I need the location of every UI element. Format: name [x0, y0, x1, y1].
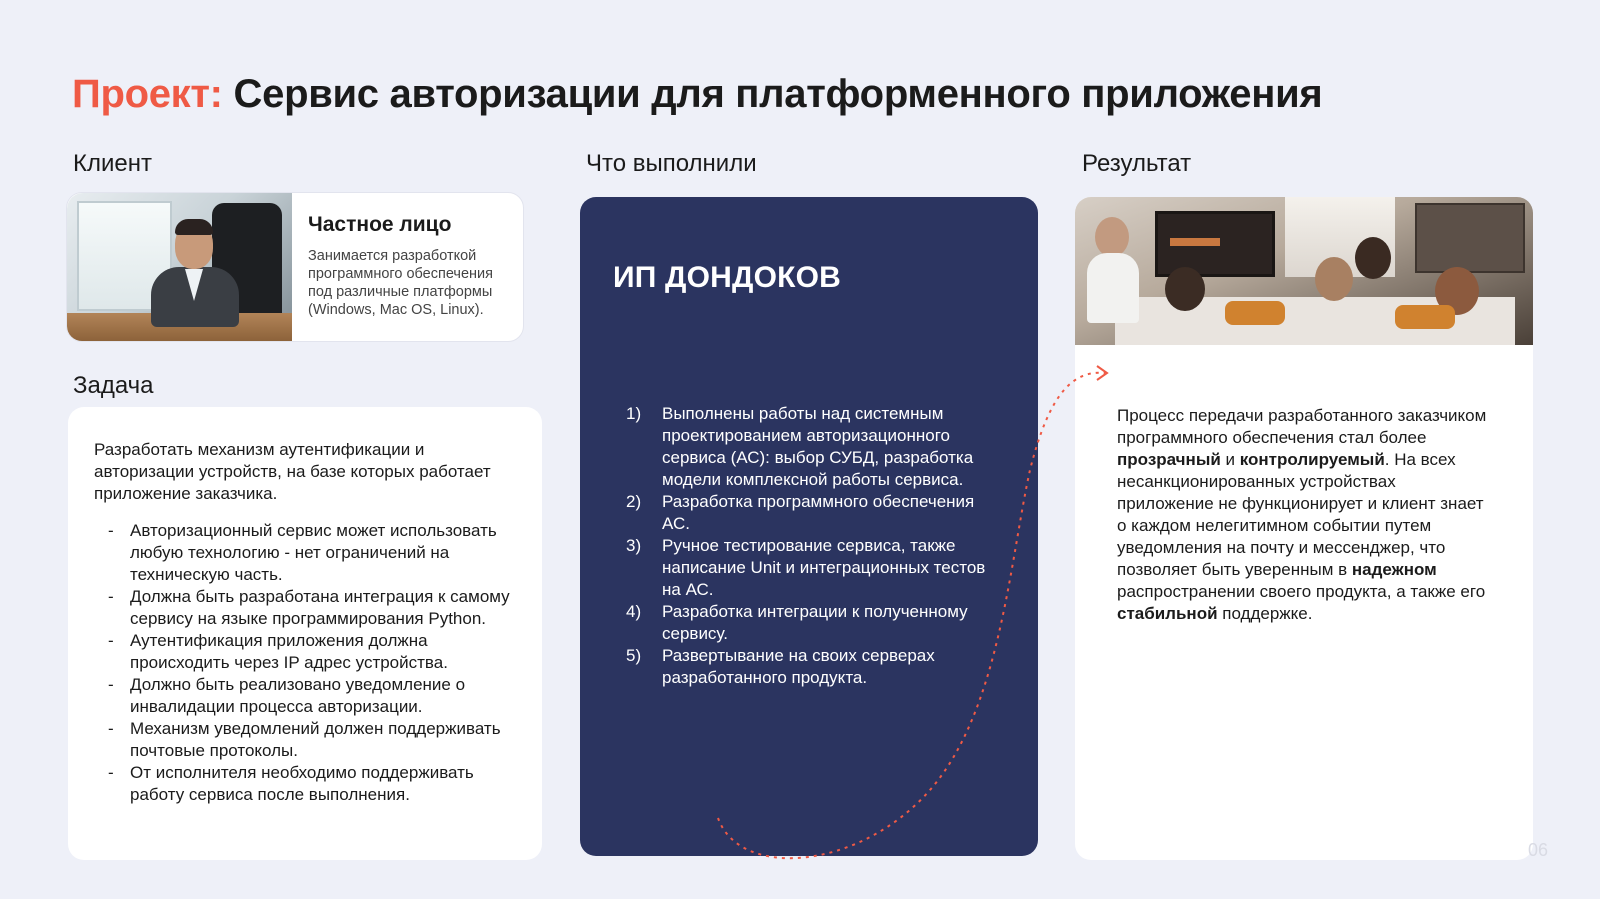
done-item-text: Разработка программного обеспечения АС.: [662, 492, 975, 533]
done-item-text: Ручное тестирование сервиса, также написание Unit и интеграционных тестов на АС.: [662, 536, 986, 599]
done-item: [626, 491, 986, 535]
result-text-emphasis: контролируемый: [1239, 450, 1385, 469]
task-item: - Должно быть реализовано уведомление о инвалидации процесса авторизации.: [94, 674, 518, 718]
done-item-text: Выполнены работы над системным проектированием авторизационного сервиса (АС): выбор СУБД, разработка модели комплексной работы сервиса.: [662, 404, 974, 489]
task-item: - Аутентификация приложения должна происходить через IP адрес устройства.: [94, 630, 518, 674]
task-item: - Механизм уведомлений должен поддерживать почтовые протоколы.: [94, 718, 518, 762]
client-card: [66, 192, 524, 342]
task-item: - От исполнителя необходимо поддерживать работу сервиса после выполнения.: [94, 762, 518, 806]
client-description: Занимается разработкой программного обеспечения под различные платформы (Windows, Mac OS, Linux).: [308, 248, 494, 318]
contractor-name: ИП ДОНДОКОВ: [613, 261, 842, 294]
done-item-number: 4): [626, 602, 642, 621]
done-item: [626, 601, 986, 645]
section-label-done: Что выполнили: [586, 150, 757, 177]
task-intro: Разработать механизм аутентификации и авторизации устройств, на базе которых работает приложение заказчика.: [94, 440, 491, 503]
task-item: - Должна быть разработана интеграция к самому сервису на языке программирования Python.: [94, 586, 518, 630]
result-text-emphasis: прозрачный: [1117, 450, 1221, 469]
done-item: [626, 535, 986, 601]
result-text-emphasis: стабильной: [1117, 604, 1218, 623]
done-item: [626, 403, 986, 491]
section-label-result: Результат: [1082, 150, 1192, 177]
result-text-emphasis: надежном: [1351, 560, 1437, 579]
done-item-text: Разработка интеграции к полученному сервису.: [662, 602, 968, 643]
section-label-task: Задача: [73, 372, 154, 399]
done-item-number: 1): [626, 404, 642, 423]
page-number: 06: [1528, 840, 1549, 860]
task-list: [94, 520, 518, 806]
done-item-text: Развертывание на своих серверах разработанного продукта.: [662, 646, 935, 687]
client-name: Частное лицо: [308, 213, 452, 236]
result-photo: [1075, 197, 1533, 345]
done-list: [626, 403, 986, 689]
result-text-part: . На всех несанкционированных устройствах приложение не функционирует и клиент знает о каждом нелегитимном событии путем уведомления на почту и мессенджер, что позволяет быть уверенным в: [1117, 450, 1484, 579]
done-item: [626, 645, 986, 689]
result-text-part: распространении своего продукта, а также его: [1117, 582, 1486, 601]
page-title: [72, 72, 1322, 117]
task-card: [68, 407, 542, 860]
result-card: [1075, 197, 1533, 860]
done-item-number: 2): [626, 492, 642, 511]
title-prefix: Проект:: [72, 72, 223, 116]
client-photo: [67, 193, 292, 342]
result-text: [1117, 405, 1497, 625]
task-item: - Авторизационный сервис может использовать любую технологию - нет ограничений на техническую часть.: [94, 520, 518, 586]
done-card: [580, 197, 1038, 856]
result-text-part: Процесс передачи разработанного заказчиком программного обеспечения стал более: [1117, 406, 1487, 447]
done-item-number: 3): [626, 536, 642, 555]
title-main: Сервис авторизации для платформенного приложения: [233, 72, 1323, 116]
done-item-number: 5): [626, 646, 642, 665]
section-label-client: Клиент: [73, 150, 152, 177]
result-text-part: и: [1220, 450, 1240, 469]
result-text-part: поддержке.: [1217, 604, 1313, 623]
